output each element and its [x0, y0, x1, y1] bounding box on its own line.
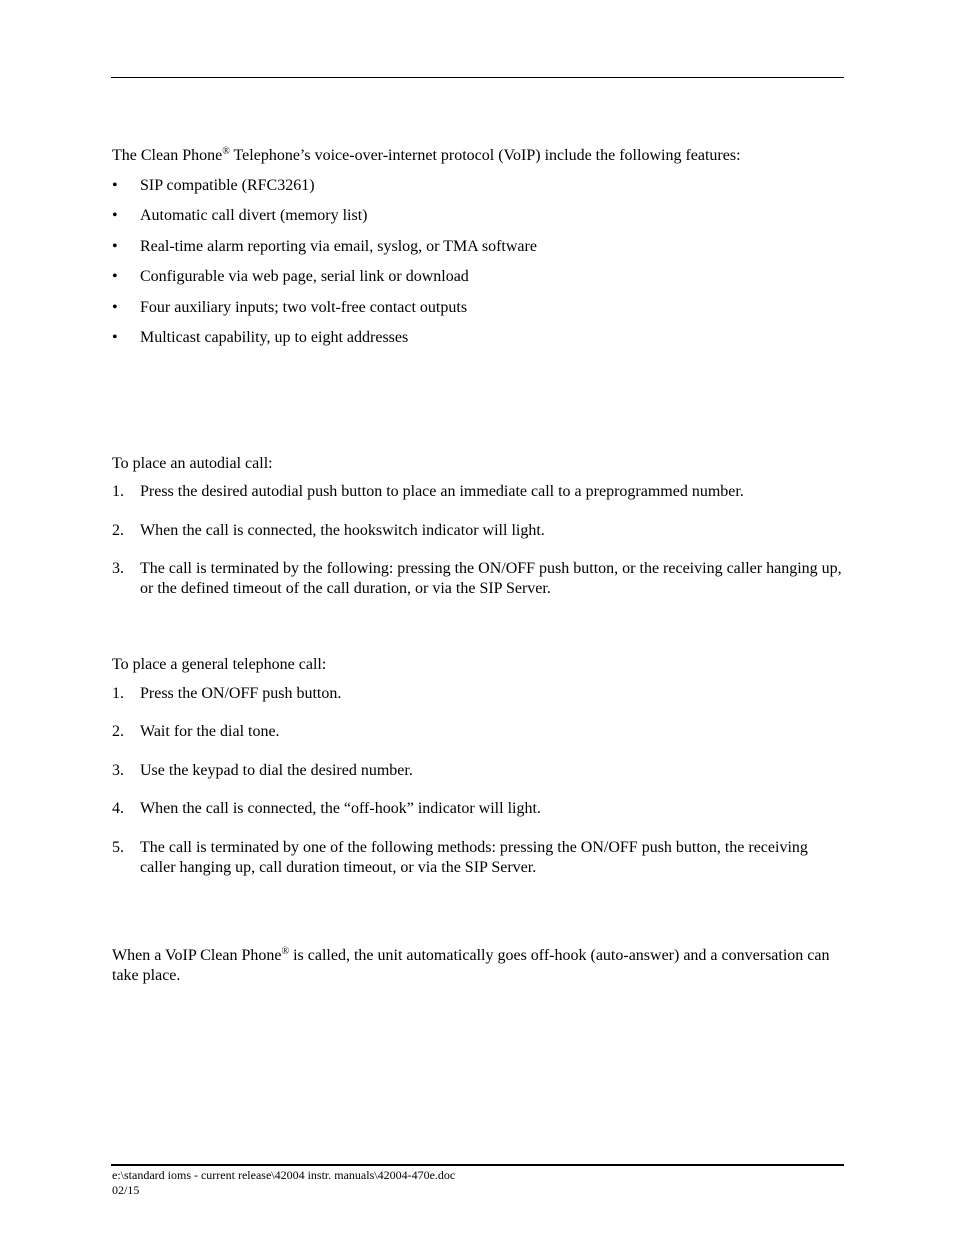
list-item: [112, 761, 842, 781]
list-item: [112, 799, 842, 819]
step-text: The call is terminated by the following: pressing the ON/OFF push button, or the receiving caller hanging up, or the defined timeout of the call duration, or via the SIP Server.: [140, 560, 842, 597]
step-number: 3.: [112, 762, 124, 779]
bullet-icon: •: [112, 237, 118, 255]
step-text: Press the ON/OFF push button.: [140, 685, 342, 702]
list-item: [112, 237, 842, 257]
step-text: Wait for the dial tone.: [140, 723, 280, 740]
step-text: When the call is connected, the hookswitch indicator will light.: [140, 522, 545, 539]
list-item: [112, 482, 842, 502]
step-text: The call is terminated by one of the following methods: pressing the ON/OFF push button, the receiving caller hanging up, call duration timeout, or via the SIP Server.: [140, 839, 808, 876]
incoming-before: When a VoIP Clean Phone: [112, 947, 282, 964]
bullet-icon: •: [112, 268, 118, 286]
step-number: 4.: [112, 800, 124, 817]
step-number: 5.: [112, 839, 124, 856]
list-item: [112, 206, 842, 226]
list-item-text: Four auxiliary inputs; two volt-free contact outputs: [140, 298, 468, 316]
list-item: [112, 838, 842, 878]
features-intro: [112, 146, 842, 166]
step-text: Press the desired autodial push button to place an immediate call to a preprogrammed number.: [140, 483, 744, 500]
footer: [112, 1168, 455, 1198]
registered-mark: ®: [222, 146, 230, 157]
step-text: When the call is connected, the “off-hook” indicator will light.: [140, 800, 541, 817]
step-number: 1.: [112, 685, 124, 702]
autodial-intro: To place an autodial call:: [112, 455, 273, 472]
step-number: 2.: [112, 522, 124, 539]
list-item: [112, 298, 842, 318]
header-rule: [111, 77, 844, 78]
step-number: 3.: [112, 560, 124, 577]
features-intro-after: Telephone’s voice-over-internet protocol (VoIP) include the following features:: [229, 147, 741, 164]
features-intro-before: The Clean Phone: [112, 147, 223, 164]
registered-mark: ®: [281, 946, 290, 957]
bullet-icon: •: [112, 207, 118, 225]
list-item: [112, 328, 842, 348]
step-text: Use the keypad to dial the desired number.: [140, 762, 413, 779]
footer-rule: [111, 1164, 844, 1166]
bullet-icon: •: [112, 328, 118, 346]
general-steps: [112, 684, 842, 878]
features-list: [112, 176, 842, 358]
list-item: [112, 176, 842, 196]
list-item: [112, 559, 842, 599]
step-number: 1.: [112, 483, 124, 500]
list-item-text: Multicast capability, up to eight addresses: [140, 328, 409, 346]
autodial-steps: [112, 482, 842, 599]
bullet-icon: •: [112, 177, 118, 194]
list-item-text: Real-time alarm reporting via email, syslog, or TMA software: [140, 237, 537, 255]
incoming-call-paragraph: [112, 946, 842, 986]
list-item: [112, 267, 842, 287]
bullet-icon: •: [112, 298, 118, 316]
footer-date: 02/15: [112, 1183, 140, 1197]
list-item: [112, 722, 842, 742]
list-item-text: Automatic call divert (memory list): [140, 207, 368, 225]
list-item: [112, 684, 842, 704]
list-item-text: Configurable via web page, serial link or download: [140, 268, 469, 286]
list-item: [112, 521, 842, 541]
general-intro: To place a general telephone call:: [112, 656, 327, 673]
step-number: 2.: [112, 723, 124, 740]
list-item-text: SIP compatible (RFC3261): [140, 177, 315, 194]
footer-file-path: e:\standard ioms - current release\42004 instr. manuals\42004-470e.doc: [112, 1168, 456, 1182]
incoming-after: is called, the unit automatically goes off-hook (auto-answer) and a conversation can take place.: [112, 947, 830, 984]
